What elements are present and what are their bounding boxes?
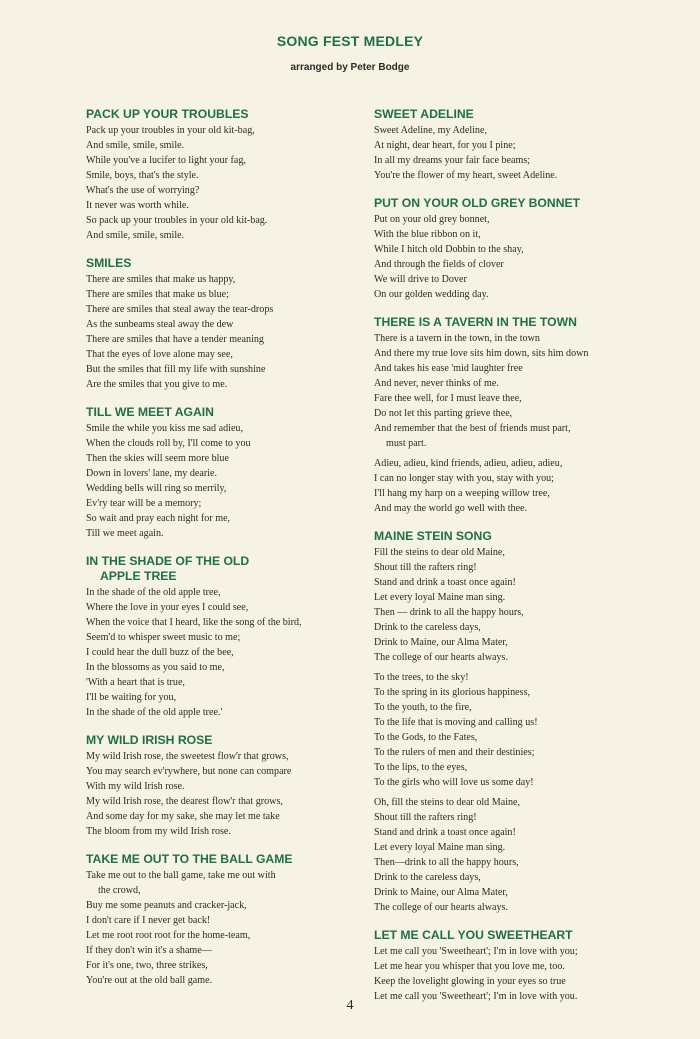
stanza	[374, 795, 664, 915]
lyric-line: What's the use of worrying?	[86, 185, 200, 196]
lyric-line: Oh, fill the steins to dear old Maine,	[374, 797, 521, 808]
lyric-line: And there my true love sits him down, sits him down	[374, 348, 589, 359]
lyric-line: To the rulers of men and their destinies;	[374, 747, 535, 758]
lyric-line: Sweet Adeline, my Adeline,	[374, 125, 487, 136]
lyric-line: And through the fields of clover	[374, 259, 504, 270]
stanza	[374, 123, 664, 183]
lyric-line: To the lips, to the eyes,	[374, 762, 468, 773]
lyric-line: To the girls who will love us some day!	[374, 777, 534, 788]
song-title-line: SWEET ADELINE	[374, 107, 474, 121]
lyric-line: While you've a lucifer to light your fag,	[86, 155, 246, 166]
lyric-line: For it's one, two, three strikes,	[86, 960, 208, 971]
song-in-the-shade-of-the-old-apple-tree	[86, 554, 358, 720]
lyric-line: Down in lovers' lane, my dearie.	[86, 468, 218, 479]
lyric-line: Are the smiles that you give to me.	[86, 379, 228, 390]
lyric-line: There are smiles that steal away the tear-drops	[86, 304, 274, 315]
lyric-line: Drink to the careless days,	[374, 622, 481, 633]
lyric-line: Let me root root root for the home-team,	[86, 930, 251, 941]
lyric-line: Let every loyal Maine man sing.	[374, 592, 506, 603]
lyric-line: Then — drink to all the happy hours,	[374, 607, 524, 618]
lyric-line: Adieu, adieu, kind friends, adieu, adieu, adieu,	[374, 458, 563, 469]
lyric-line: As the sunbeams steal away the dew	[86, 319, 234, 330]
left-column	[86, 107, 358, 1001]
lyric-line: Shout till the rafters ring!	[374, 562, 477, 573]
lyric-line: And smile, smile, smile.	[86, 140, 185, 151]
song-title	[374, 107, 664, 122]
lyric-line: Let me hear you whisper that you love me, too.	[374, 961, 565, 972]
lyric-line: Pack up your troubles in your old kit-bag,	[86, 125, 255, 136]
lyric-line: I'll hang my harp on a weeping willow tree,	[374, 488, 550, 499]
song-title-line: IN THE SHADE OF THE OLD	[86, 554, 250, 568]
lyric-line: To the trees, to the sky!	[374, 672, 469, 683]
arranger-credit: arranged by Peter Bodge	[290, 62, 410, 73]
lyric-line: And never, never thinks of me.	[374, 378, 499, 389]
lyric-line: Take me out to the ball game, take me out with	[86, 870, 276, 881]
lyric-line: 'With a heart that is true,	[86, 677, 185, 688]
lyric-line: But the smiles that fill my life with sunshine	[86, 364, 266, 375]
lyric-line: The college of our hearts always.	[374, 902, 508, 913]
stanza	[374, 670, 664, 790]
lyric-line: To the youth, to the fire,	[374, 702, 472, 713]
song-title	[374, 928, 664, 943]
song-title-line: SMILES	[86, 256, 132, 270]
stanza	[86, 585, 358, 720]
song-title	[374, 529, 664, 544]
lyric-line: And takes his ease 'mid laughter free	[374, 363, 523, 374]
song-title-line: APPLE TREE	[100, 569, 177, 583]
song-title	[374, 196, 664, 211]
page-title: SONG FEST MEDLEY	[276, 33, 424, 49]
page-number: 4	[346, 998, 354, 1013]
lyric-line: Let every loyal Maine man sing.	[374, 842, 506, 853]
stanza	[86, 123, 358, 243]
song-smiles	[86, 256, 358, 392]
song-my-wild-irish-rose	[86, 733, 358, 839]
stanza	[374, 545, 664, 665]
stanza	[374, 331, 664, 451]
lyric-line: And remember that the best of friends must part,	[374, 423, 571, 434]
song-title-line: MY WILD IRISH ROSE	[86, 733, 213, 747]
song-title	[86, 554, 358, 584]
song-let-me-call-you-sweetheart	[374, 928, 664, 1004]
song-title	[86, 405, 358, 420]
lyric-line: I'll be waiting for you,	[86, 692, 177, 703]
song-till-we-meet-again	[86, 405, 358, 541]
lyric-line: Stand and drink a toast once again!	[374, 577, 516, 588]
lyric-line: Drink to the careless days,	[374, 872, 481, 883]
song-title	[86, 107, 358, 122]
song-title-line: LET ME CALL YOU SWEETHEART	[374, 928, 573, 942]
lyric-line: Buy me some peanuts and cracker-jack,	[86, 900, 247, 911]
lyric-line: Then the skies will seem more blue	[86, 453, 229, 464]
lyric-line: Fill the steins to dear old Maine,	[374, 547, 505, 558]
lyric-line: To the spring in its glorious happiness,	[374, 687, 531, 698]
lyric-line: My wild Irish rose, the dearest flow'r that grows,	[86, 796, 283, 807]
song-title-line: MAINE STEIN SONG	[374, 529, 492, 543]
stanza	[86, 749, 358, 839]
lyric-line: On our golden wedding day.	[374, 289, 489, 300]
lyric-line: So wait and pray each night for me,	[86, 513, 231, 524]
right-column	[374, 107, 664, 1017]
song-there-is-a-tavern-in-the-town	[374, 315, 664, 516]
song-title	[86, 852, 358, 867]
lyric-line: You're the flower of my heart, sweet Adeline.	[374, 170, 558, 181]
song-title-line: TAKE ME OUT TO THE BALL GAME	[86, 852, 293, 866]
lyric-line: Smile, boys, that's the style.	[86, 170, 199, 181]
lyric-line: Do not let this parting grieve thee,	[374, 408, 513, 419]
song-title-line: TILL WE MEET AGAIN	[86, 405, 214, 419]
lyric-line: The college of our hearts always.	[374, 652, 508, 663]
song-title	[86, 733, 358, 748]
lyric-line: If they don't win it's a shame—	[86, 945, 212, 956]
lyric-line: There are smiles that make us blue;	[86, 289, 229, 300]
song-title-line: PACK UP YOUR TROUBLES	[86, 107, 249, 121]
lyric-line: It never was worth while.	[86, 200, 189, 211]
lyric-line: Wedding bells will ring so merrily,	[86, 483, 227, 494]
lyric-line: And some day for my sake, she may let me take	[86, 811, 280, 822]
lyric-line: You may search ev'rywhere, but none can compare	[86, 766, 292, 777]
lyric-line: With my wild Irish rose.	[86, 781, 185, 792]
song-maine-stein-song	[374, 529, 664, 915]
lyric-line: There are smiles that have a tender meaning	[86, 334, 264, 345]
lyric-line: You're out at the old ball game.	[86, 975, 213, 986]
song-sweet-adeline	[374, 107, 664, 183]
lyric-line: Fare thee well, for I must leave thee,	[374, 393, 522, 404]
lyric-line: Seem'd to whisper sweet music to me;	[86, 632, 241, 643]
song-title-line: PUT ON YOUR OLD GREY BONNET	[374, 196, 581, 210]
song-title-line: THERE IS A TAVERN IN THE TOWN	[374, 315, 577, 329]
lyric-line: We will drive to Dover	[374, 274, 467, 285]
lyric-line: Let me call you 'Sweetheart'; I'm in love with you;	[374, 946, 578, 957]
lyric-line: That the eyes of love alone may see,	[86, 349, 233, 360]
stanza	[374, 212, 664, 302]
song-put-on-your-old-grey-bonnet	[374, 196, 664, 302]
song-title	[374, 315, 664, 330]
lyric-line: In all my dreams your fair face beams;	[374, 155, 531, 166]
lyric-line: And may the world go well with thee.	[374, 503, 528, 514]
song-title	[86, 256, 358, 271]
lyric-line: Put on your old grey bonnet,	[374, 214, 490, 225]
lyric-line: When the voice that I heard, like the song of the bird,	[86, 617, 302, 628]
lyric-line: Drink to Maine, our Alma Mater,	[374, 637, 508, 648]
lyric-line: Drink to Maine, our Alma Mater,	[374, 887, 508, 898]
lyric-line: the crowd,	[98, 885, 141, 896]
lyric-line: At night, dear heart, for you I pine;	[374, 140, 516, 151]
lyric-line: And smile, smile, smile.	[86, 230, 185, 241]
lyric-line: In the shade of the old apple tree,	[86, 587, 221, 598]
stanza	[86, 868, 358, 988]
lyric-line: With the blue ribbon on it,	[374, 229, 481, 240]
lyric-line: In the shade of the old apple tree.'	[86, 707, 223, 718]
lyric-line: Ev'ry tear will be a memory;	[86, 498, 202, 509]
lyric-line: To the life that is moving and calling us!	[374, 717, 538, 728]
lyric-line: When the clouds roll by, I'll come to you	[86, 438, 251, 449]
lyric-line: There are smiles that make us happy,	[86, 274, 236, 285]
lyric-line: So pack up your troubles in your old kit-bag.	[86, 215, 268, 226]
stanza	[374, 944, 664, 1004]
stanza	[374, 456, 664, 516]
lyric-line: must part.	[386, 438, 427, 449]
lyric-line: My wild Irish rose, the sweetest flow'r that grows,	[86, 751, 289, 762]
lyric-line: Shout till the rafters ring!	[374, 812, 477, 823]
lyric-line: While I hitch old Dobbin to the shay,	[374, 244, 524, 255]
song-pack-up-your-troubles	[86, 107, 358, 243]
lyric-line: Smile the while you kiss me sad adieu,	[86, 423, 243, 434]
lyric-line: The bloom from my wild Irish rose.	[86, 826, 231, 837]
lyric-line: To the Gods, to the Fates,	[374, 732, 478, 743]
lyric-line: I could hear the dull buzz of the bee,	[86, 647, 234, 658]
lyric-line: There is a tavern in the town, in the town	[374, 333, 540, 344]
lyric-line: Till we meet again.	[86, 528, 164, 539]
lyric-line: Where the love in your eyes I could see,	[86, 602, 249, 613]
stanza	[86, 421, 358, 541]
lyric-line: Then—drink to all the happy hours,	[374, 857, 519, 868]
lyric-line: Let me call you 'Sweetheart'; I'm in love with you.	[374, 991, 578, 1002]
song-take-me-out-to-the-ball-game	[86, 852, 358, 988]
lyric-line: I don't care if I never get back!	[86, 915, 211, 926]
lyric-line: I can no longer stay with you, stay with you;	[374, 473, 554, 484]
lyric-line: Stand and drink a toast once again!	[374, 827, 516, 838]
lyric-line: Keep the lovelight glowing in your eyes so true	[374, 976, 566, 987]
lyric-line: In the blossoms as you said to me,	[86, 662, 225, 673]
stanza	[86, 272, 358, 392]
